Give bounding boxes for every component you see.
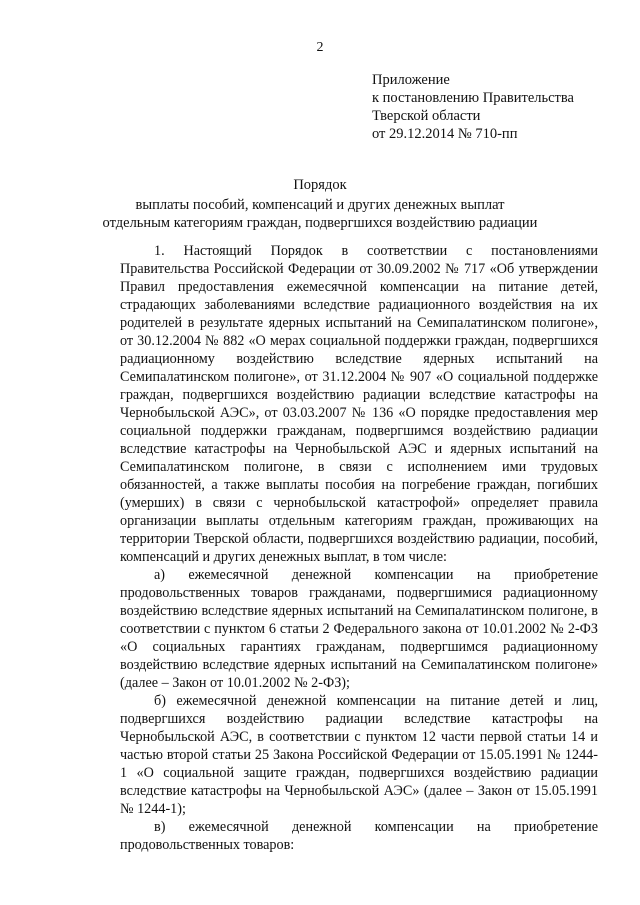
item-b: б) ежемесячной денежной компенсации на питание детей и лиц, подвергшихся воздействию радиации вследствие катастрофы на Чернобыльской АЭС, в соответствии с пунктом 12 части первой статьи 14 и частью второй статьи 25 Закона Российской Федерации от 15.05.1991 № 1244-1 «О социальной защите граждан, подвергшихся воздействию радиации вследствие катастрофы на Чернобыльской АЭС» (далее – Закон от 15.05.1991 № 1244-1); <box>120 693 598 817</box>
annex-line-1: Приложение <box>372 72 450 88</box>
annex-line-4: от 29.12.2014 № 710-пп <box>372 126 518 142</box>
title-line-2: выплаты пособий, компенсаций и других денежных выплат <box>135 197 505 213</box>
paragraph-1: 1. Настоящий Порядок в соответствии с постановлениями Правительства Российской Федерации от 30.09.2002 № 717 «Об утверждении Правил предоставления ежемесячной компенсации на питание детей, страдающих заболеваниями вследствие радиационного воздействия на их родителей в результате ядерных испытаний на Семипалатинском полигоне», от 30.12.2004 № 882 «О мерах социальной поддержки граждан, подвергшихся радиационному воздействию вследствие ядерных испытаний на Семипалатинском полигоне», от 31.12.2004 № 907 «О социальной поддержке граждан, подвергшихся воздействию радиации вследствие катастрофы на Чернобыльской АЭС», от 03.03.2007 № 136 «О порядке предоставления мер социальной поддержки гражданам, подвергшимся воздействию радиации вследствие катастрофы на Чернобыльской АЭС и ядерных испытаний на Семипалатинском полигоне, в связи с исполнением ими трудовых обязанностей, а также выплаты пособия на погребение граждан, погибших (умерших) в связи с чернобыльской катастрофой» определяет правила организации выплаты отдельным категориям граждан, проживающих на территории Тверской области, подвергшихся воздействию радиации, пособий, компенсаций и других денежных выплат, в том числе: <box>120 243 598 565</box>
item-a: а) ежемесячной денежной компенсации на приобретение продовольственных товаров гражданами, подвергшимися радиационному воздействию вследствие ядерных испытаний на Семипалатинском полигоне, в соответствии с пунктом 6 статьи 2 Федерального закона от 10.01.2002 № 2-ФЗ «О социальных гарантиях гражданам, подвергшимся радиационному воздействию вследствие ядерных испытаний на Семипалатинском полигоне» (далее – Закон от 10.01.2002 № 2-ФЗ); <box>120 567 598 691</box>
annex-block <box>372 71 622 143</box>
annex-line-3: Тверской области <box>372 108 481 124</box>
annex-line-2: к постановлению Правительства <box>372 90 574 106</box>
item-v: в) ежемесячной денежной компенсации на приобретение продовольственных товаров: <box>120 819 598 853</box>
document-title <box>0 176 640 232</box>
title-line-1: Порядок <box>293 177 347 193</box>
page-number: 2 <box>316 40 324 55</box>
document-body <box>120 242 598 854</box>
title-line-3: отдельным категориям граждан, подвергшихся воздействию радиации <box>102 215 538 231</box>
